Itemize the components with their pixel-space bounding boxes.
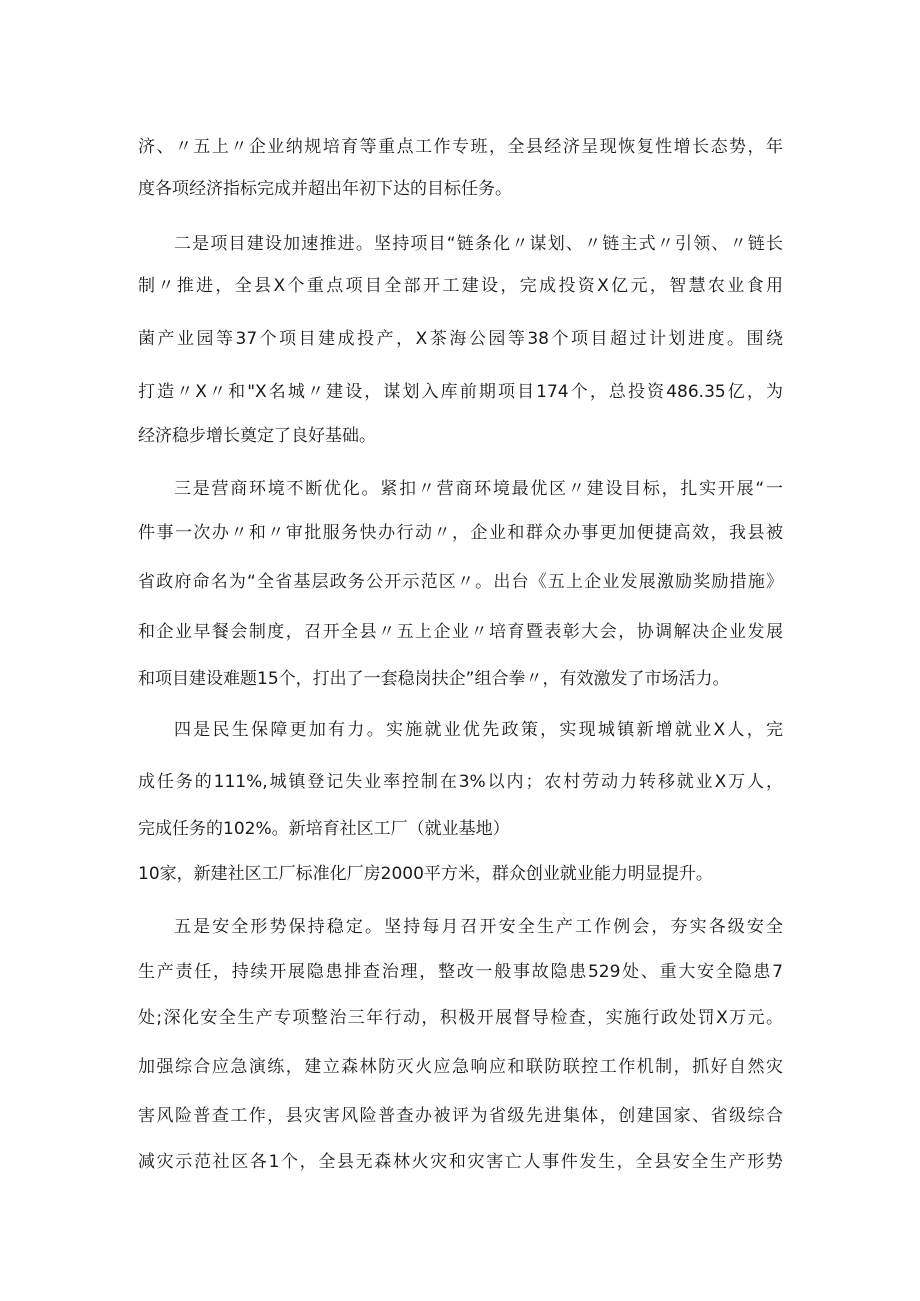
paragraph-5-line-5: 害风险普查工作，县灾害风险普查办被评为省级先进集体，创建国家、省级综合 [138, 1106, 783, 1126]
paragraph-2-line-2: 制〃推进，全县X个重点项目全部开工建设，完成投资X亿元，智慧农业食用 [138, 276, 783, 296]
paragraph-5-line-1: 五是安全形势保持稳定。坚持每月召开安全生产工作例会，夯实各级安全 [174, 917, 783, 937]
paragraph-2-line-4: 打造〃X〃和"X名城〃建设，谋划入库前期项目174个，总投资486.35亿，为 [138, 382, 783, 402]
paragraph-3-line-4: 和企业早餐会制度，召开全县〃五上企业〃培育暨表彰大会，协调解决企业发展 [138, 622, 783, 642]
paragraph-4-line-1: 四是民生保障更加有力。实施就业优先政策，实现城镇新增就业X人，完 [174, 720, 783, 740]
paragraph-3-line-5: 和项目建设难题15个，打出了一套稳岗扶企”组合拳〃，有效激发了市场活力。 [138, 669, 730, 689]
paragraph-4-line-4: 10家，新建社区工厂标准化厂房2000平方米，群众创业就业能力明显提升。 [138, 864, 713, 884]
paragraph-2-line-3: 菌产业园等37个项目建成投产，X茶海公园等38个项目超过计划进度。围绕 [138, 329, 783, 349]
text-line-1: 济、〃五上〃企业纳规培育等重点工作专班，全县经济呈现恢复性增长态势，年 [138, 137, 783, 157]
paragraph-3-line-2: 件事一次办〃和〃审批服务快办行动〃，企业和群众办事更加便捷高效，我县被 [138, 523, 783, 543]
paragraph-3-line-3: 省政府命名为“全省基层政务公开示范区〃。出台《五上企业发展激励奖励措施》 [138, 572, 783, 592]
paragraph-2-line-1: 二是项目建设加速推进。坚持项目“链条化〃谋划、〃链主式〃引领、〃链长 [174, 234, 783, 254]
paragraph-5-line-6: 减灾示范社区各1个，全县无森林火灾和灾害亡人事件发生，全县安全生产形势 [138, 1152, 783, 1172]
paragraph-3-line-1: 三是营商环境不断优化。紧扣〃营商环境最优区〃建设目标，扎实开展“一 [174, 479, 783, 499]
paragraph-4-line-2: 成任务的111%,城镇登记失业率控制在3%以内；农村劳动力转移就业X万人， [138, 772, 783, 792]
paragraph-4-line-3: 完成任务的102%。新培育社区工厂（就业基地） [138, 819, 510, 839]
paragraph-5-line-2: 生产责任，持续开展隐患排查治理，整改一般事故隐患529处、重大安全隐患7 [138, 962, 783, 982]
paragraph-5-line-3: 处;深化安全生产专项整治三年行动，积极开展督导检查，实施行政处罚X万元。 [138, 1008, 783, 1028]
paragraph-5-line-4: 加强综合应急演练，建立森林防灭火应急响应和联防联控工作机制，抓好自然灾 [138, 1057, 783, 1077]
paragraph-2-line-5: 经济稳步增长奠定了良好基础。 [138, 426, 376, 446]
text-line-2: 度各项经济指标完成并超出年初下达的目标任务。 [138, 179, 512, 199]
